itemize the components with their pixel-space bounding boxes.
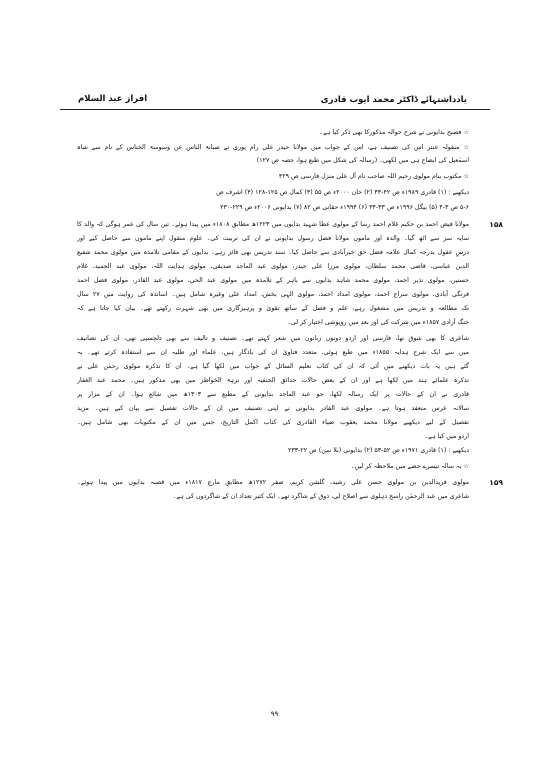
text-line: جنگ آزادی ۱۸۵۷ء میں شرکت کی اور بعد میں روپوشی اختیار کر لی۔: [287, 319, 469, 326]
running-header-author: افراز عبد السلام: [78, 94, 148, 104]
text-line: مولانا فیض احمد بن حکیم غلام احمد رسا کے مولوی عطا شہید بدایوں میں ۱۲۲۳ھ مطابق ۱۸۰۸ء میں پیدا ہوئے۔ تین سال کی عمر ہوگی کہ والد کا: [77, 221, 469, 228]
text-line: گئے ہیں یہ بات دیکھنے میں آئی کہ ان کی کتاب تعلیم السائل کے جواب میں لکھا گیا ہے۔ ان کا تذکرہ مولوی رحمٰن علی نے: [77, 363, 469, 370]
text-line: سایہ سر سے اٹھ گیا۔ والدہ اور ماموں مولانا فضل رسول بدایونی نے ان کی تربیت کی۔ علوم منقول اپنے ماموں سے حاصل کیے اور: [77, 235, 469, 242]
entry-number: ۱۵۹: [489, 478, 503, 487]
text-line: ☆ مکتوب بنام مولوی رحیم اللہ صاحب نام آل علی منزل فارسی ص ۴۲۹: [278, 173, 469, 180]
text-line: تک مطالعہ و تدریس میں مشغول رہے، علم و فضل کے ساتھ تقویٰ و پرہیزگاری میں بھی شہرت رکھتے تھے۔ بیان کیا جاتا ہے کہ: [77, 305, 469, 312]
entry-number: ۱۵۸: [489, 220, 503, 229]
header-rule: [60, 109, 490, 110]
text-line: ☆ یہ سالہ تیسرے حصے میں ملاحظہ کر لیں۔: [350, 463, 469, 470]
text-line: ☆ منقولہ عنتر اس کی تصنیف ہے، اس کے جواب میں مولانا حیدر علی رام پوری نے صیانۃ الناس عن وسوسۃ الخناس کے نام سے شاہ: [77, 144, 469, 151]
text-line: شاعری کا بھی شوق تھا، فارسی اور اردو دونوں زبانوں میں شعر کہتے تھے۔ تصنیف و تالیف سے بھی دلچسپی تھی، ان کی تصانیف: [77, 335, 469, 342]
text-line: ☆ فضیح بدایونی نے شرح حوالہ مذکورکا بھی ذکر کیا ہے۔: [319, 129, 469, 136]
page-number: ۹۹: [270, 710, 279, 718]
running-header-title: یادداشتہائے ڈاکٹر محمد ایوب قادری: [320, 95, 467, 105]
text-line: تفصیل کے لیے دیکھیے مولانا محمد یعقوب ضیاء القادری کی کتاب اکمل التاریخ، جس میں ان کے مکتوبات بھی شامل ہیں۔: [77, 419, 469, 426]
text-line: قادری نے ان کے حالات پر ایک رسالہ لکھا، جو عبد الماجد بدایونی کے مطبع سے ۱۳۰۳ھ میں شائع ہوا۔ ان کے مزار پر: [77, 391, 469, 398]
text-line: اردو میں کیا ہے۔: [424, 433, 469, 440]
text-line: تذکرہ علمائے ہند میں لکھا ہے اور ان کے بعض حالات حدائق الحنفیہ اور نزہۃ الخواطر میں بھی مذکور ہیں۔ محمد عبد الغفار: [77, 377, 469, 384]
text-line: دیکھیے : (۱) قادری ۱۹۷۱ء ص ۵۲-۵۳ (۲) بدایونی (بلا سن) ص ۲۲-۲۳۳: [287, 447, 469, 454]
text-line: اسمٰعیل کی ایضاح ہی میں لکھی۔ (رسالہ کی شکل میں طبع ہوا، حصہ ص ۱۲۷): [256, 157, 469, 164]
text-line: ۵-۶ ص ۳-۴ (۵) بیگل ۱۹۹۶ء ص ۳۳-۳۴ (۶) ۱۹۹۴ء حقانی ص ۸۲ (۷) بدایونی ۲۰۰۶ء ص ۲۲۹-۲۳۰: [220, 204, 469, 211]
text-line: حسنین، مولوی نذیر احمد، مولوی محمد شاہد بدایوں سے باہر کے تلامذہ میں مولوی عبد الحی، مولوی عبد القادر، مولوی فضل احمد: [77, 277, 469, 284]
text-line: دیکھیے : (۱) قادری ۱۹۸۹ء ص ۴۲-۴۳ (۲) خان ۲۰۰۰ء ص ۵۵ (۳) کمال ص ۱۲۵-۱۲۸ (۴) اشرف ص: [216, 189, 469, 196]
text-line: درسِ عقول بدرجہ کمال علامہ فضل حق خیرآبادی سے حاصل کیا۔ سند تدریس بھی فائز رہے۔ بدایوں کے مقامی تلامذہ میں مولوی محمد شفیع: [77, 249, 469, 256]
text-line: میں سے ایک شرح ہدایہ ۱۸۵۵ء میں طبع ہوئی، متعدد فتاویٰ ان کی یادگار ہیں، علماء اور طلبہ ان سے استفادہ کرتے تھے۔ یہ: [77, 349, 469, 356]
text-line: مولوی فریدالدین بن مولوی حسن علی رشید، گلشن کریم، صفر ۱۲۷۲ھ مطابق مارچ ۱۸۱۷ء میں قصبہ بدایوں میں پیدا ہوئے۔: [77, 479, 469, 486]
text-line: فرنگی آبادی، مولوی سراج احمد، مولوی امداد احمد، مولوی الہی بخش، امداد علی وغیرہ شامل ہیں۔ اساتذہ کی روایت میں ۲۷ سال: [77, 291, 469, 298]
text-line: شاعری میں عبد الرحمٰن راسخ دہلوی سے اصلاح لی، ذوق کے شاگرد تھے۔ ایک کثیر تعداد ان کے شاگردوں کی ہے۔: [172, 493, 469, 500]
text-line: سالانہ عرس منعقد ہوتا ہے۔ مولوی عبد القادر بدایونی نے اپنی تصنیف میں ان کے حالات تفصیل سے بیان کیے ہیں۔ مزید: [77, 405, 469, 412]
text-line: الدین عباسی، قاضی محمد سلطان، مولوی مرزا علی حیدر، مولوی عبد الماجد صدیقی، مولوی ہدایت اللہ، مولوی عبد الحمید، غلام: [77, 263, 469, 270]
